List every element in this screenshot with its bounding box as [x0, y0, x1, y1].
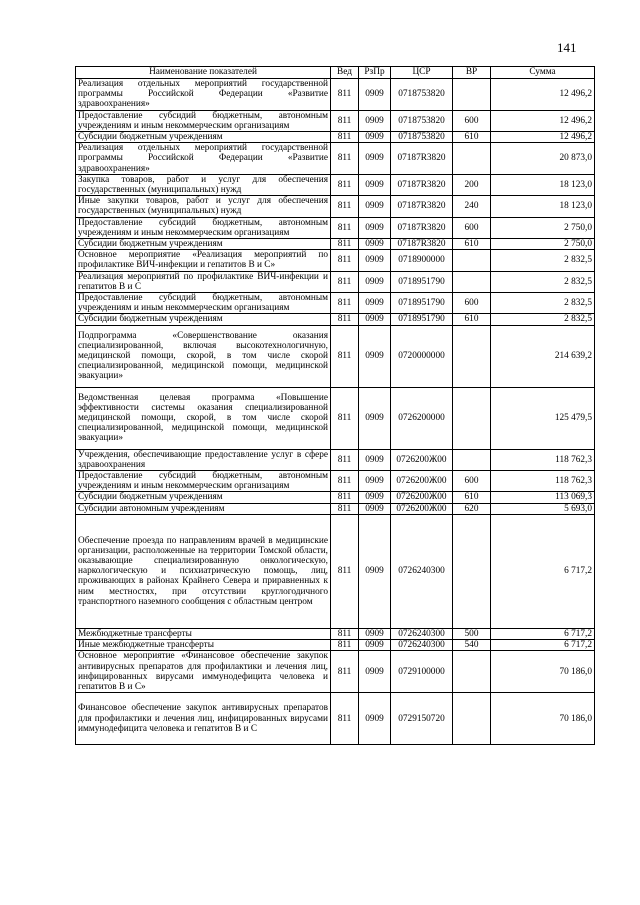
- row-rzpr-cell: 0909: [359, 503, 391, 514]
- row-sum-cell: 18 123,0: [491, 174, 595, 195]
- row-rzpr-cell: 0909: [359, 651, 391, 693]
- header-ved: Вед: [331, 67, 359, 79]
- table-row: [76, 239, 595, 250]
- header-rzpr: РзПр: [359, 67, 391, 79]
- row-csr-cell: 0718753820: [391, 132, 453, 143]
- row-vr-cell: [453, 651, 491, 693]
- row-rzpr-cell: 0909: [359, 217, 391, 238]
- table-row: [76, 693, 595, 745]
- row-vr-cell: [453, 143, 491, 175]
- row-csr-cell: 0726240300: [391, 628, 453, 639]
- row-csr-cell: 0726200Ж00: [391, 449, 453, 470]
- row-rzpr-cell: 0909: [359, 325, 391, 387]
- row-sum-cell: 2 750,0: [491, 217, 595, 238]
- row-sum-cell: 5 693,0: [491, 503, 595, 514]
- row-vr-cell: [453, 514, 491, 628]
- row-name-cell: Предоставление субсидий бюджетным, автономным учреждениям и иным некоммерческим организациям: [76, 217, 331, 238]
- header-sum: Сумма: [491, 67, 595, 79]
- row-ved-cell: 811: [331, 640, 359, 651]
- row-rzpr-cell: 0909: [359, 314, 391, 325]
- table-row: [76, 293, 595, 314]
- table-row: [76, 174, 595, 195]
- row-csr-cell: 0720000000: [391, 325, 453, 387]
- row-ved-cell: 811: [331, 293, 359, 314]
- row-name-cell: Реализация мероприятий по профилактике ВИЧ-инфекции и гепатитов В и С: [76, 271, 331, 292]
- row-csr-cell: 0729150720: [391, 693, 453, 745]
- row-ved-cell: 811: [331, 651, 359, 693]
- row-rzpr-cell: 0909: [359, 471, 391, 492]
- row-ved-cell: 811: [331, 271, 359, 292]
- table-row: [76, 471, 595, 492]
- row-ved-cell: 811: [331, 471, 359, 492]
- row-ved-cell: 811: [331, 503, 359, 514]
- table-row: [76, 250, 595, 271]
- row-sum-cell: 113 069,3: [491, 492, 595, 503]
- row-name-cell: Предоставление субсидий бюджетным, автономным учреждениям и иным некоммерческим организациям: [76, 110, 331, 131]
- row-name-cell: Субсидии бюджетным учреждениям: [76, 314, 331, 325]
- table-row: [76, 628, 595, 639]
- row-name-cell: Субсидии автономным учреждениям: [76, 503, 331, 514]
- table-row: [76, 132, 595, 143]
- table-body: [76, 79, 595, 745]
- row-csr-cell: 07187R3820: [391, 196, 453, 217]
- row-sum-cell: 12 496,2: [491, 110, 595, 131]
- row-name-cell: Предоставление субсидий бюджетным, автономным учреждениям и иным некоммерческим организациям: [76, 293, 331, 314]
- row-csr-cell: 07187R3820: [391, 239, 453, 250]
- row-name-cell: Финансовое обеспечение закупок антивирусных препаратов для профилактики и лечения лиц, инфицированных вирусами иммунодефицита человека и гепатитов В и С: [76, 693, 331, 745]
- row-ved-cell: 811: [331, 250, 359, 271]
- row-ved-cell: 811: [331, 132, 359, 143]
- row-name-cell: Иные межбюджетные трансферты: [76, 640, 331, 651]
- row-name-cell: Учреждения, обеспечивающие предоставление услуг в сфере здравоохранения: [76, 449, 331, 470]
- row-sum-cell: 2 832,5: [491, 314, 595, 325]
- row-ved-cell: 811: [331, 79, 359, 111]
- row-rzpr-cell: 0909: [359, 492, 391, 503]
- row-sum-cell: 6 717,2: [491, 514, 595, 628]
- row-sum-cell: 118 762,3: [491, 471, 595, 492]
- row-csr-cell: 0718951790: [391, 293, 453, 314]
- row-sum-cell: 2 832,5: [491, 293, 595, 314]
- row-vr-cell: [453, 325, 491, 387]
- row-vr-cell: 200: [453, 174, 491, 195]
- row-csr-cell: 0726200000: [391, 387, 453, 449]
- row-ved-cell: 811: [331, 387, 359, 449]
- row-rzpr-cell: 0909: [359, 132, 391, 143]
- row-rzpr-cell: 0909: [359, 143, 391, 175]
- row-name-cell: Реализация отдельных мероприятий государственной программы Российской Федерации «Развитие здравоохранения»: [76, 143, 331, 175]
- row-vr-cell: [453, 271, 491, 292]
- header-csr: ЦСР: [391, 67, 453, 79]
- row-ved-cell: 811: [331, 325, 359, 387]
- table-row: [76, 196, 595, 217]
- row-csr-cell: 07187R3820: [391, 143, 453, 175]
- row-csr-cell: 0726240300: [391, 514, 453, 628]
- row-vr-cell: [453, 449, 491, 470]
- row-vr-cell: 600: [453, 471, 491, 492]
- row-ved-cell: 811: [331, 693, 359, 745]
- row-sum-cell: 214 639,2: [491, 325, 595, 387]
- row-sum-cell: 2 832,5: [491, 250, 595, 271]
- budget-table: [75, 66, 595, 745]
- row-rzpr-cell: 0909: [359, 628, 391, 639]
- row-csr-cell: 0726200Ж00: [391, 503, 453, 514]
- row-vr-cell: 600: [453, 110, 491, 131]
- row-vr-cell: 610: [453, 492, 491, 503]
- row-sum-cell: 118 762,3: [491, 449, 595, 470]
- row-name-cell: Реализация отдельных мероприятий государственной программы Российской Федерации «Развитие здравоохранения»: [76, 79, 331, 111]
- row-csr-cell: 0718951790: [391, 314, 453, 325]
- row-ved-cell: 811: [331, 196, 359, 217]
- table-row: [76, 314, 595, 325]
- table-row: [76, 217, 595, 238]
- row-name-cell: Закупка товаров, работ и услуг для обеспечения государственных (муниципальных) нужд: [76, 174, 331, 195]
- row-sum-cell: 12 496,2: [491, 132, 595, 143]
- row-rzpr-cell: 0909: [359, 250, 391, 271]
- table-row: [76, 110, 595, 131]
- row-vr-cell: [453, 79, 491, 111]
- row-name-cell: Межбюджетные трансферты: [76, 628, 331, 639]
- row-name-cell: Обеспечение проезда по направлениям врачей в медицинские организации, расположенные на территории Томской области, оказывающие специализированную онкологическую, наркологическую и психиатрическую помощь, лиц, проживающих в районах Крайнего Севера и приравненных к ним местностях, при отсутствии круглогодичного транспортного наземного сообщения с областным центром: [76, 514, 331, 628]
- row-rzpr-cell: 0909: [359, 79, 391, 111]
- row-csr-cell: 0718900000: [391, 250, 453, 271]
- row-ved-cell: 811: [331, 628, 359, 639]
- row-ved-cell: 811: [331, 174, 359, 195]
- row-name-cell: Ведомственная целевая программа «Повышение эффективности системы оказания специализированной медицинской помощи, скорой, в том числе скорой специализированной, медицинской помощи, медицинской эвакуации»: [76, 387, 331, 449]
- row-vr-cell: 240: [453, 196, 491, 217]
- row-vr-cell: [453, 250, 491, 271]
- row-vr-cell: 610: [453, 314, 491, 325]
- table-row: [76, 449, 595, 470]
- row-csr-cell: 0726200Ж00: [391, 471, 453, 492]
- row-rzpr-cell: 0909: [359, 514, 391, 628]
- table-row: [76, 651, 595, 693]
- row-vr-cell: 620: [453, 503, 491, 514]
- row-sum-cell: 2 750,0: [491, 239, 595, 250]
- header-vr: ВР: [453, 67, 491, 79]
- row-rzpr-cell: 0909: [359, 174, 391, 195]
- row-rzpr-cell: 0909: [359, 110, 391, 131]
- row-rzpr-cell: 0909: [359, 271, 391, 292]
- row-ved-cell: 811: [331, 217, 359, 238]
- row-name-cell: Субсидии бюджетным учреждениям: [76, 132, 331, 143]
- row-ved-cell: 811: [331, 110, 359, 131]
- row-rzpr-cell: 0909: [359, 196, 391, 217]
- row-sum-cell: 6 717,2: [491, 628, 595, 639]
- row-ved-cell: 811: [331, 514, 359, 628]
- row-vr-cell: [453, 387, 491, 449]
- row-rzpr-cell: 0909: [359, 449, 391, 470]
- row-rzpr-cell: 0909: [359, 387, 391, 449]
- table-row: [76, 640, 595, 651]
- row-sum-cell: 20 873,0: [491, 143, 595, 175]
- row-name-cell: Подпрограмма «Совершенствование оказания специализированной, включая высокотехнологичную, медицинской помощи, скорой, в том числе скорой специализированной, медицинской помощи, медицинской эвакуации»: [76, 325, 331, 387]
- header-name: Наименование показателей: [76, 67, 331, 79]
- row-ved-cell: 811: [331, 492, 359, 503]
- row-sum-cell: 6 717,2: [491, 640, 595, 651]
- table-row: [76, 79, 595, 111]
- row-rzpr-cell: 0909: [359, 640, 391, 651]
- row-rzpr-cell: 0909: [359, 239, 391, 250]
- table-row: [76, 503, 595, 514]
- row-vr-cell: 610: [453, 239, 491, 250]
- row-csr-cell: 0718753820: [391, 110, 453, 131]
- row-csr-cell: 0726240300: [391, 640, 453, 651]
- row-vr-cell: 610: [453, 132, 491, 143]
- row-csr-cell: 07187R3820: [391, 174, 453, 195]
- row-vr-cell: 500: [453, 628, 491, 639]
- row-name-cell: Предоставление субсидий бюджетным, автономным учреждениям и иным некоммерческим организациям: [76, 471, 331, 492]
- row-vr-cell: 600: [453, 217, 491, 238]
- row-rzpr-cell: 0909: [359, 693, 391, 745]
- row-csr-cell: 0729100000: [391, 651, 453, 693]
- table-row: [76, 325, 595, 387]
- row-name-cell: Основное мероприятие «Финансовое обеспечение закупок антивирусных препаратов для профилактики и лечения лиц, инфицированных вирусами иммунодефицита человека и гепатитов В и С»: [76, 651, 331, 693]
- table-row: [76, 492, 595, 503]
- table-row: [76, 271, 595, 292]
- row-ved-cell: 811: [331, 449, 359, 470]
- row-rzpr-cell: 0909: [359, 293, 391, 314]
- row-name-cell: Субсидии бюджетным учреждениям: [76, 492, 331, 503]
- row-vr-cell: 540: [453, 640, 491, 651]
- row-csr-cell: 0718951790: [391, 271, 453, 292]
- row-ved-cell: 811: [331, 239, 359, 250]
- row-sum-cell: 70 186,0: [491, 693, 595, 745]
- row-sum-cell: 70 186,0: [491, 651, 595, 693]
- row-sum-cell: 12 496,2: [491, 79, 595, 111]
- table-row: [76, 514, 595, 628]
- table-header-row: [76, 67, 595, 79]
- page-number: 141: [557, 40, 577, 55]
- row-name-cell: Иные закупки товаров, работ и услуг для обеспечения государственных (муниципальных) нужд: [76, 196, 331, 217]
- row-vr-cell: 600: [453, 293, 491, 314]
- table-row: [76, 143, 595, 175]
- row-sum-cell: 18 123,0: [491, 196, 595, 217]
- row-sum-cell: 125 479,5: [491, 387, 595, 449]
- row-ved-cell: 811: [331, 143, 359, 175]
- row-csr-cell: 0718753820: [391, 79, 453, 111]
- row-csr-cell: 0726200Ж00: [391, 492, 453, 503]
- row-vr-cell: [453, 693, 491, 745]
- row-name-cell: Основное мероприятие «Реализация мероприятий по профилактике ВИЧ-инфекции и гепатитов В и С»: [76, 250, 331, 271]
- row-csr-cell: 07187R3820: [391, 217, 453, 238]
- row-name-cell: Субсидии бюджетным учреждениям: [76, 239, 331, 250]
- row-sum-cell: 2 832,5: [491, 271, 595, 292]
- table-row: [76, 387, 595, 449]
- row-ved-cell: 811: [331, 314, 359, 325]
